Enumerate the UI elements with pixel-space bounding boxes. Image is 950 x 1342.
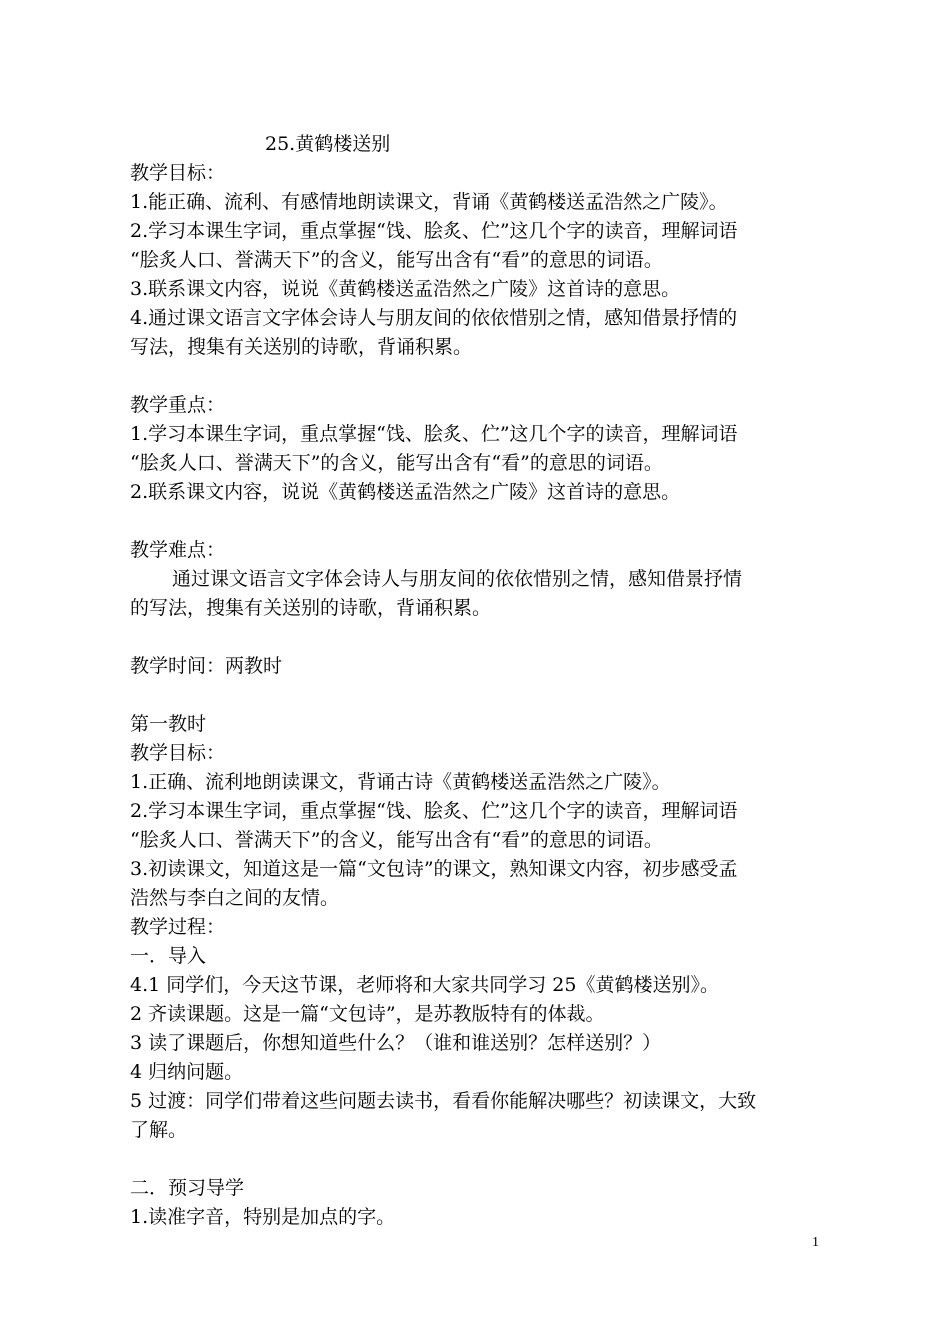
section-heading-preview: 二．预习导学 xyxy=(130,1177,245,1199)
text-line: 2.学习本课生字词，重点掌握“饯、脍炙、伫”这几个字的读音，理解词语 xyxy=(130,220,738,242)
text-line: 浩然与李白之间的友情。 xyxy=(130,887,340,909)
text-line: 通过课文语言文字体会诗人与朋友间的依依惜别之情，感知借景抒情 xyxy=(172,568,743,590)
section-heading-key-points: 教学重点： xyxy=(130,394,226,416)
blank-line xyxy=(130,362,822,391)
text-line: 2.学习本课生字词，重点掌握“饯、脍炙、伫”这几个字的读音，理解词语 xyxy=(130,800,738,822)
document-title: 25.黄鹤楼送别 xyxy=(265,133,391,155)
text-line: 1.学习本课生字词，重点掌握“饯、脍炙、伫”这几个字的读音，理解词语 xyxy=(130,423,738,445)
section-heading-introduction: 一．导入 xyxy=(130,945,207,967)
teaching-time: 教学时间：两教时 xyxy=(130,655,283,677)
text-line: 3 读了课题后，你想知道些什么？（谁和谁送别？怎样送别？） xyxy=(130,1032,662,1054)
page-number: 1 xyxy=(812,1235,819,1250)
text-line: 5 过渡：同学们带着这些问题去读书，看看你能解决哪些？初读课文，大致 xyxy=(130,1090,757,1112)
text-line: 4 归纳问题。 xyxy=(130,1061,244,1083)
text-line: 1.能正确、流利、有感情地朗读课文，背诵《黄鹤楼送孟浩然之广陵》。 xyxy=(130,191,728,213)
text-line: 2.联系课文内容，说说《黄鹤楼送孟浩然之广陵》这首诗的意思。 xyxy=(130,481,681,503)
text-line: “脍炙人口、誉满天下”的含义，能写出含有“看”的意思的词语。 xyxy=(130,249,663,271)
section-heading-objectives: 教学目标： xyxy=(130,742,226,764)
text-line: 3.初读课文，知道这是一篇“文包诗”的课文，熟知课文内容，初步感受孟 xyxy=(130,858,738,880)
text-line: 1.正确、流利地朗读课文，背诵古诗《黄鹤楼送孟浩然之广陵》。 xyxy=(130,771,671,793)
blank-line xyxy=(130,623,822,652)
text-line: 2 齐读课题。这是一篇“文包诗”，是苏教版特有的体裁。 xyxy=(130,1003,605,1025)
text-line: 了解。 xyxy=(130,1119,188,1141)
blank-line xyxy=(130,1145,822,1174)
text-line: “脍炙人口、誉满天下”的含义，能写出含有“看”的意思的词语。 xyxy=(130,452,663,474)
section-heading-process: 教学过程： xyxy=(130,916,226,938)
text-line: 1.读准字音，特别是加点的字。 xyxy=(130,1206,396,1228)
text-line: 的写法，搜集有关送别的诗歌，背诵积累。 xyxy=(130,597,492,619)
document-body xyxy=(130,130,822,1232)
blank-line xyxy=(130,681,822,710)
text-line: “脍炙人口、誉满天下”的含义，能写出含有“看”的意思的词语。 xyxy=(130,829,663,851)
section-heading-first-lesson: 第一教时 xyxy=(130,713,207,735)
text-line: 4.1 同学们，今天这节课，老师将和大家共同学习 25《黄鹤楼送别》。 xyxy=(130,974,719,996)
text-line: 写法，搜集有关送别的诗歌，背诵积累。 xyxy=(130,336,473,358)
blank-line xyxy=(130,507,822,536)
text-line: 3.联系课文内容，说说《黄鹤楼送孟浩然之广陵》这首诗的意思。 xyxy=(130,278,681,300)
text-line: 4.通过课文语言文字体会诗人与朋友间的依依惜别之情，感知借景抒情的 xyxy=(130,307,738,329)
section-heading-difficulties: 教学难点： xyxy=(130,539,226,561)
section-heading-objectives: 教学目标： xyxy=(130,162,226,184)
